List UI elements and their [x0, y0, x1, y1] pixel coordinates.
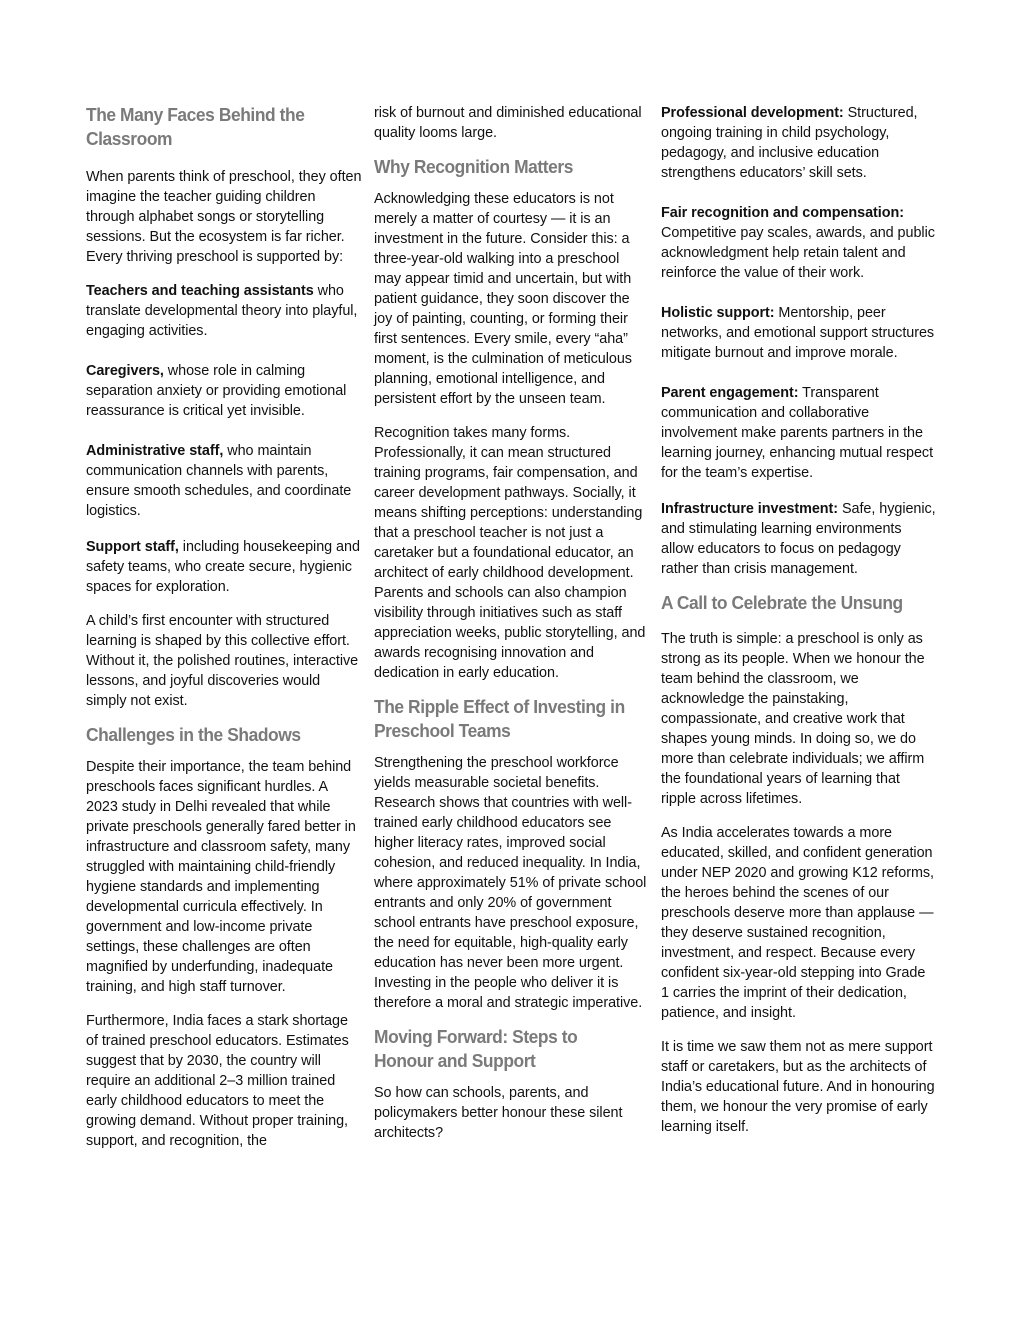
closing-paragraph: It is time we saw them not as mere support staff or caretakers, but as the architects of India’s educational future. And in honouring them, we honour the very promise of early learning itself.: [661, 1039, 935, 1135]
moving-forward-paragraph: So how can schools, parents, and policymakers better honour these silent architects?: [374, 1085, 623, 1141]
collective-effort-paragraph: A child’s first encounter with structured learning is shaped by this collective effort. Without it, the polished routines, interactive lessons, and joyful discoveries would simply not exist.: [86, 613, 359, 709]
list-item-teachers-text: who translate developmental theory into playful, engaging activities.: [86, 283, 358, 339]
ripple-paragraph: Strengthening the preschool workforce yields measurable societal benefits. Research shows that countries with well-trained early childhood educators see higher literacy rates, improved social cohesion, and reduced inequality. In India, where approximately 51% of private school entrants and only 20% of government school entrants have preschool exposure, the need for equitable, high-quality early education has never been more urgent. Investing in the people who deliver it is therefore a moral and strategic imperative.: [374, 755, 647, 1011]
step-holistic-support: [661, 303, 937, 363]
step-holistic-support-text: Mentorship, peer networks, and emotional support structures mitigate burnout and improve morale.: [661, 305, 935, 361]
list-item-caregivers-label: Caregivers,: [86, 363, 164, 379]
shortage-paragraph: Furthermore, India faces a stark shortage of trained preschool educators. Estimates suggest that by 2030, the country will require an additional 2–3 million trained early childhood educators to meet the growing demand. Without proper training, support, and recognition, the: [86, 1013, 349, 1149]
list-item-caregivers: [86, 361, 362, 421]
step-fair-recognition-label: Fair recognition and compensation:: [661, 205, 904, 221]
column-middle: [374, 101, 650, 1143]
burnout-continuation: risk of burnout and diminished educational quality looms large.: [374, 105, 642, 141]
list-item-administrative-text: who maintain communication channels with parents, ensure smooth schedules, and coordinate logistics.: [86, 443, 352, 519]
column-left: [86, 101, 362, 1151]
step-holistic-support-label: Holistic support:: [661, 305, 775, 321]
step-infrastructure-label: Infrastructure investment:: [661, 501, 839, 517]
truth-paragraph: The truth is simple: a preschool is only as strong as its people. When we honour the team behind the classroom, we acknowledge the painstaking, compassionate, and creative work that shapes young minds. In doing so, we do more than celebrate individuals; we affirm the foundational years of learning that ripple across lifetimes.: [661, 631, 925, 807]
nep-paragraph: As India accelerates towards a more educated, skilled, and confident generation under NEP 2020 and growing K12 reforms, the heroes behind the scenes of our preschools deserve more than applause — they deserve sustained recognition, investment, and respect. Because every confident six-year-old stepping into Grade 1 carries the imprint of their dedication, patience, and insight.: [661, 825, 934, 1021]
challenges-paragraph: Despite their importance, the team behind preschools faces significant hurdles. A 2023 study in Delhi revealed that while private preschools generally fared better in infrastructure and classroom safety, many struggled with maintaining child-friendly hygiene standards and implementing developmental curricula effectively. In government and low-income private settings, these challenges are often magnified by underfunding, inadequate training, and high staff turnover.: [86, 759, 356, 995]
list-item-caregivers-text: whose role in calming separation anxiety or providing emotional reassurance is critical yet invisible.: [86, 363, 347, 419]
step-parent-engagement-label: Parent engagement:: [661, 385, 799, 401]
heading-call-to-celebrate: A Call to Celebrate the Unsung: [661, 592, 903, 613]
heading-many-faces: The Many Faces Behind the Classroom: [86, 104, 305, 149]
list-item-teachers-label: Teachers and teaching assistants: [86, 283, 314, 299]
list-item-teachers: [86, 281, 362, 341]
recognition-forms-paragraph: Recognition takes many forms. Professionally, it can mean structured training programs, fair compensation, and career development pathways. Socially, it means shifting perceptions: understanding that a preschool teacher is not just a caretaker but a foundational educator, an architect of early childhood development. Parents and schools can also champion visibility through initiatives such as staff appreciation weeks, public storytelling, and awards recognising innovation and dedication in early education.: [374, 425, 646, 681]
list-item-support-staff: [86, 537, 362, 597]
heading-moving-forward: Moving Forward: Steps to Honour and Support: [374, 1026, 578, 1071]
step-infrastructure: [661, 499, 937, 579]
step-professional-development-label: Professional development:: [661, 105, 844, 121]
step-parent-engagement-text: Transparent communication and collaborative involvement make parents partners in the learning journey, enhancing mutual respect for the team’s expertise.: [661, 385, 934, 481]
step-professional-development: [661, 103, 937, 183]
step-fair-recognition-text: Competitive pay scales, awards, and public acknowledgment help retain talent and reinforce the value of their work.: [661, 225, 935, 281]
list-item-administrative-label: Administrative staff,: [86, 443, 224, 459]
step-parent-engagement: [661, 383, 937, 483]
step-professional-development-text: Structured, ongoing training in child psychology, pedagogy, and inclusive education strengthens educators’ skill sets.: [661, 105, 918, 181]
intro-paragraph: When parents think of preschool, they often imagine the teacher guiding children through alphabet songs or storytelling sessions. But the ecosystem is far richer. Every thriving preschool is supported by:: [86, 169, 362, 265]
recognition-paragraph: Acknowledging these educators is not merely a matter of courtesy — it is an investment in the future. Consider this: a three-year-old walking into a preschool may appear timid and uncertain, but with patient guidance, they soon discover the joy of painting, counting, or forming their first sentences. Every smile, every “aha” moment, is the culmination of meticulous planning, emotional intelligence, and persistent effort by the unseen team.: [374, 191, 632, 407]
list-item-support-staff-text: including housekeeping and safety teams, who create secure, hygienic spaces for exploration.: [86, 539, 360, 595]
step-fair-recognition: [661, 203, 937, 283]
list-item-administrative: [86, 441, 362, 521]
column-right: [661, 101, 937, 1137]
list-item-support-staff-label: Support staff,: [86, 539, 179, 555]
step-infrastructure-text: Safe, hygienic, and stimulating learning environments allow educators to focus on pedagogy rather than crisis management.: [661, 501, 936, 577]
heading-challenges: Challenges in the Shadows: [86, 724, 301, 745]
heading-ripple-effect: The Ripple Effect of Investing in Preschool Teams: [374, 696, 625, 741]
heading-why-recognition: Why Recognition Matters: [374, 156, 573, 177]
